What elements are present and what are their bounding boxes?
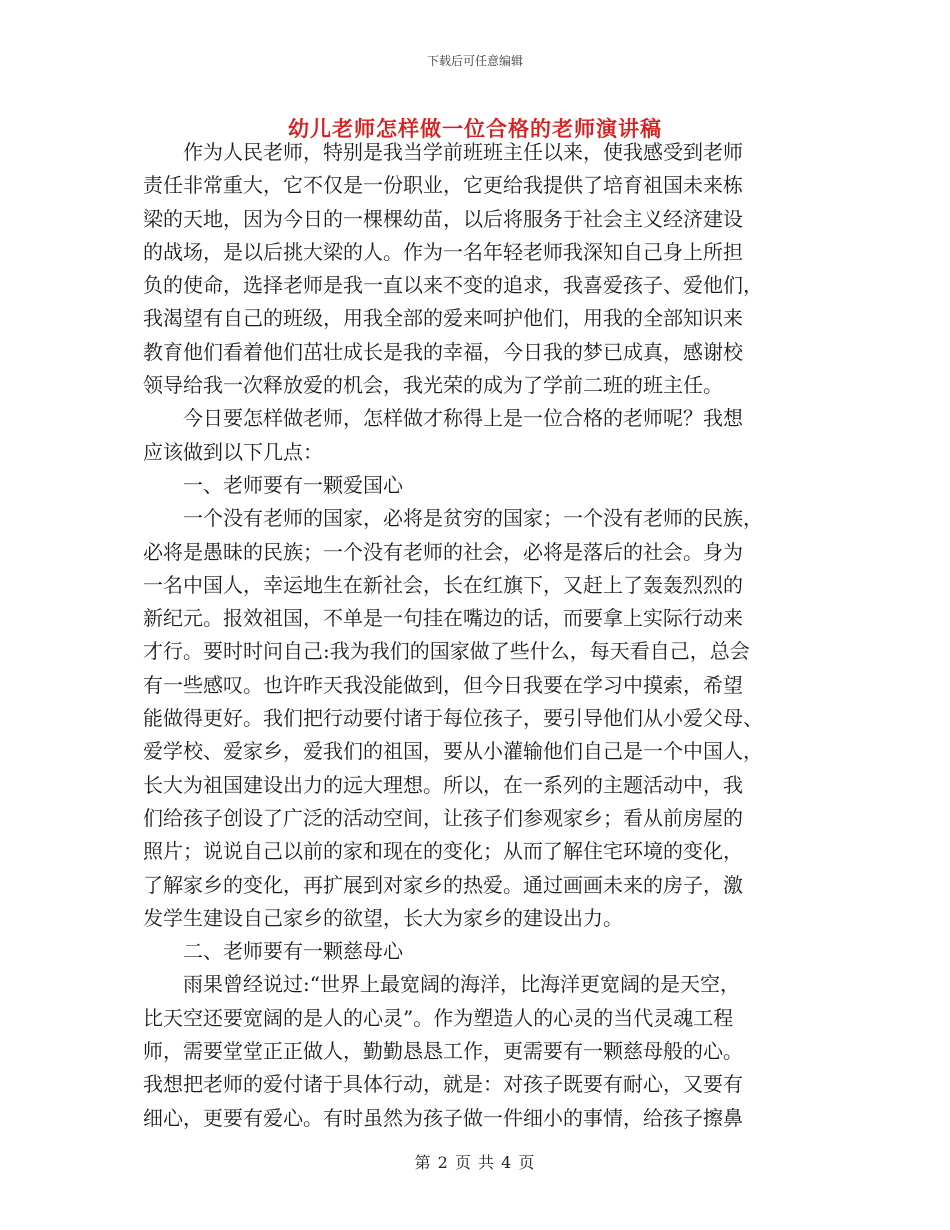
text-line: 雨果曾经说过:“世界上最宽阔的海洋，比海洋更宽阔的是天空， [183,972,740,997]
text-line: 有一些感叹。也许昨天我没能做到，但今日我要在学习中摸索，希望 [143,672,743,697]
paragraph [143,502,808,935]
paragraph [143,469,808,502]
text-line: 今日要怎样做老师，怎样做才称得上是一位合格的老师呢？我想 [183,406,743,431]
text-line: 细心，更要有爱心。有时虽然为孩子做一件细小的事情，给孩子擦鼻 [143,1105,743,1130]
text-line: 新纪元。报效祖国，不单是一句挂在嘴边的话，而要拿上实际行动来 [143,606,743,631]
text-line: 了解家乡的变化，再扩展到对家乡的热爱。通过画画未来的房子，激 [143,872,743,897]
text-line: 教育他们看着他们茁壮成长是我的幸福，今日我的梦已成真，感谢校 [143,339,743,364]
text-line: 能做得更好。我们把行动要付诸于每位孩子，要引导他们从小爱父母、 [143,706,763,731]
paragraph [143,402,808,469]
text-line: 责任非常重大，它不仅是一份职业，它更给我提供了培育祖国未来栋 [143,173,743,198]
text-line: 发学生建设自己家乡的欲望，长大为家乡的建设出力。 [143,905,623,930]
text-line: 作为人民老师，特别是我当学前班班主任以来，使我感受到老师 [183,140,743,164]
text-line: 师，需要堂堂正正做人，勤勤恳恳工作，更需要有一颗慈母般的心。 [143,1039,743,1064]
header-note: 下载后可任意编辑 [426,54,523,68]
text-line: 的战场，是以后挑大梁的人。作为一名年轻老师我深知自己身上所担 [143,239,743,264]
text-line: 必将是愚昧的民族；一个没有老师的社会，必将是落后的社会。身为 [143,539,743,564]
text-line: 才行。要时时问自己:我为我们的国家做了些什么，每天看自己，总会 [143,639,750,664]
text-line: 照片；说说自己以前的家和现在的变化；从而了解住宅环境的变化， [143,839,743,864]
text-line: 长大为祖国建设出力的远大理想。所以，在一系列的主题活动中，我 [143,772,743,797]
text-line: 梁的天地，因为今日的一棵棵幼苗，以后将服务于社会主义经济建设 [143,206,743,231]
text-line: 比天空还要宽阔的是人的心灵”。作为塑造人的心灵的当代灵魂工程 [143,1005,734,1030]
paragraph [143,935,808,968]
text-line: 负的使命，选择老师是我一直以来不变的追求，我喜爱孩子、爱他们， [143,273,763,298]
text-line: 应该做到以下几点： [143,439,323,464]
text-line: 爱学校、爱家乡，爱我们的祖国，要从小灌输他们自己是一个中国人， [143,739,763,764]
text-line: 一个没有老师的国家，必将是贫穷的国家；一个没有老师的民族， [183,506,763,531]
text-line: 一名中国人，幸运地生在新社会，长在红旗下，又赶上了轰轰烈烈的 [143,572,743,597]
text-line: 一、老师要有一颗爱国心 [183,472,403,497]
document-body [143,136,808,1135]
text-line: 我想把老师的爱付诸于具体行动，就是：对孩子既要有耐心，又要有 [143,1072,743,1097]
text-line: 我渴望有自己的班级，用我全部的爱来呵护他们，用我的全部知识来 [143,306,743,331]
text-line: 们给孩子创设了广泛的活动空间，让孩子们参观家乡；看从前房屋的 [143,805,743,830]
paragraph [143,968,808,1134]
text-line: 领导给我一次释放爱的机会，我光荣的成为了学前二班的班主任。 [143,373,723,398]
text-line: 二、老师要有一颗慈母心 [183,939,403,964]
paragraph [143,136,808,402]
document-title: 幼儿老师怎样做一位合格的老师演讲稿 [288,117,662,141]
page-footer: 第 2 页 共 4 页 [414,1153,536,1172]
